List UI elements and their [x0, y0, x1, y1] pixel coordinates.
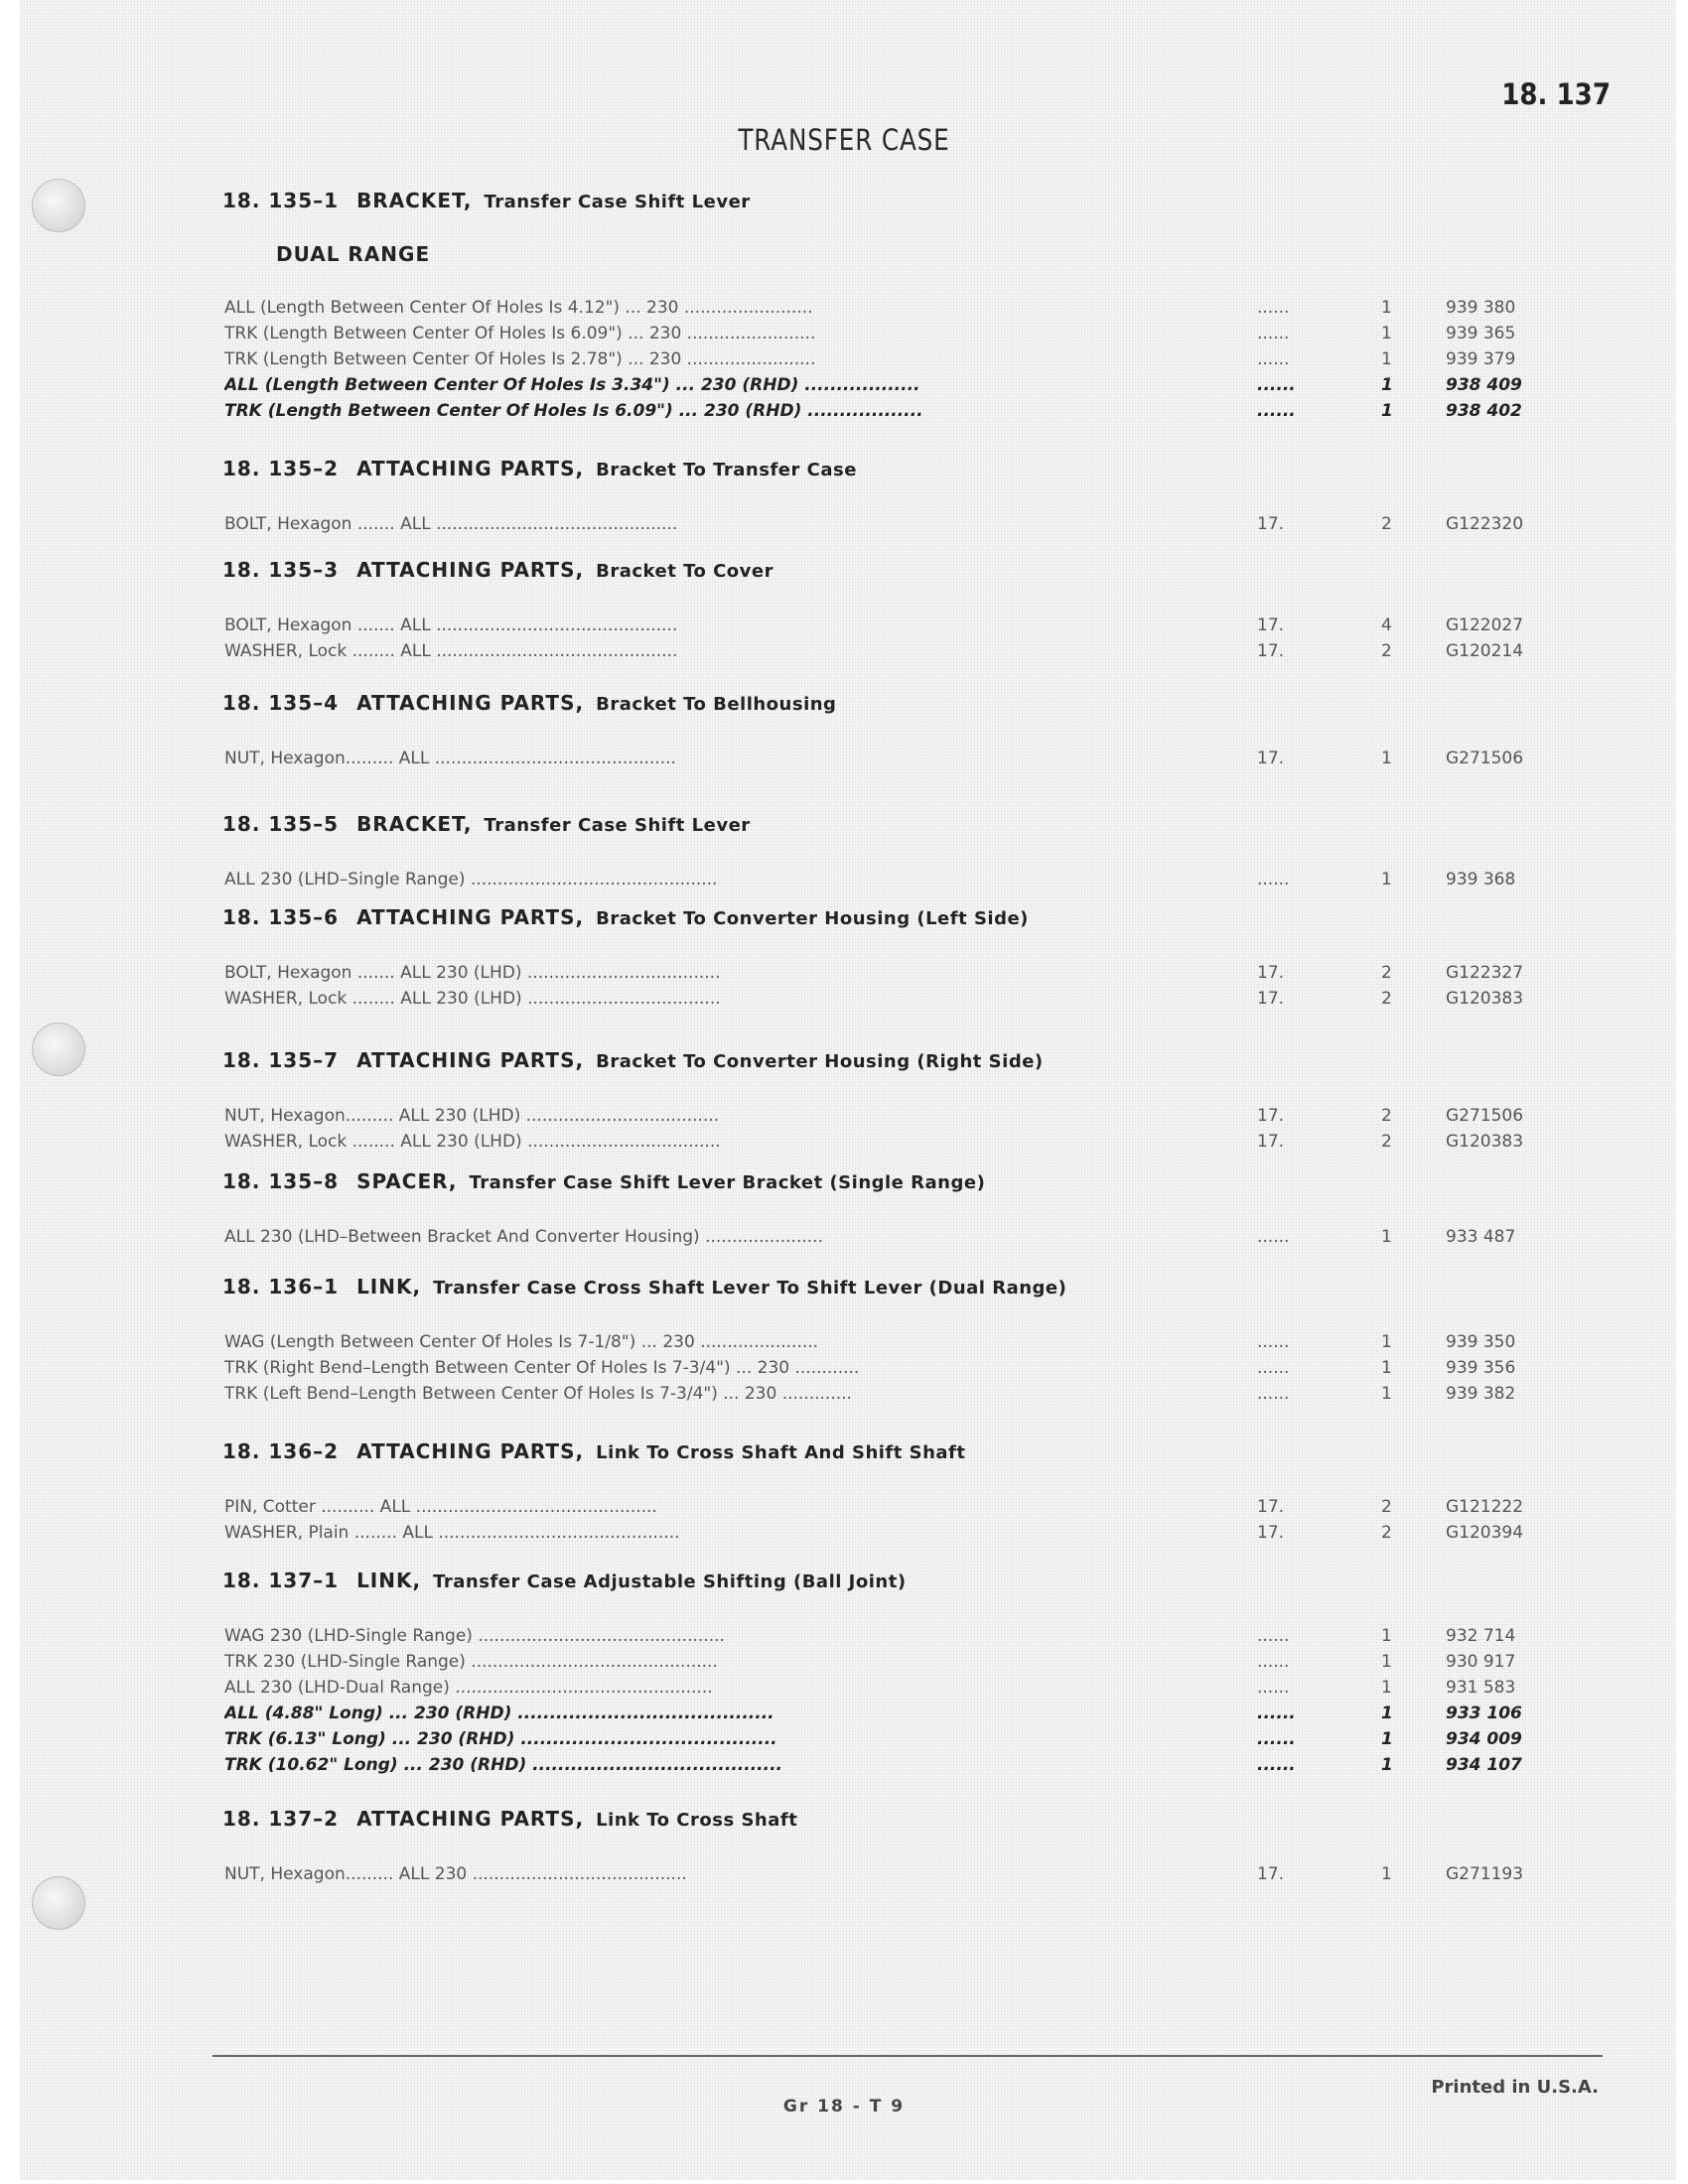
part-code: ...... [1257, 401, 1296, 421]
part-quantity: 1 [1381, 1626, 1392, 1646]
part-code: ...... [1257, 1358, 1290, 1378]
section-description: Bracket To Bellhousing [596, 694, 837, 715]
part-row [224, 514, 1535, 538]
part-row [224, 1132, 1535, 1156]
part-quantity: 1 [1381, 1678, 1392, 1698]
part-description: TRK (Length Between Center Of Holes Is 6.09") ... 230 ........................ [224, 324, 816, 343]
part-row [224, 1755, 1535, 1779]
part-quantity: 1 [1381, 1384, 1392, 1404]
part-description: WASHER, Plain ........ ALL ............................................. [224, 1523, 680, 1543]
section-number: 18. 135–1 [222, 189, 340, 212]
part-number: G122327 [1446, 963, 1524, 983]
section-description: Link To Cross Shaft And Shift Shaft [596, 1442, 966, 1463]
section-title: ATTACHING PARTS, [356, 457, 585, 480]
section-number: 18. 137–1 [222, 1569, 340, 1592]
part-description: ALL (Length Between Center Of Holes Is 4.12") ... 230 ........................ [224, 298, 813, 318]
part-description: ALL (Length Between Center Of Holes Is 3.34") ... 230 (RHD) .................. [224, 375, 920, 395]
part-description: WASHER, Lock ........ ALL 230 (LHD) .................................... [224, 989, 721, 1009]
part-number: G120214 [1446, 641, 1524, 661]
part-code: 17. [1257, 1523, 1285, 1543]
section-description: Transfer Case Shift Lever Bracket (Single Range) [469, 1172, 986, 1193]
part-description: NUT, Hexagon......... ALL ............................................. [224, 749, 676, 768]
section-description: Bracket To Converter Housing (Right Side) [596, 1051, 1044, 1072]
part-row [224, 1227, 1535, 1251]
part-description: TRK (Length Between Center Of Holes Is 2.78") ... 230 ........................ [224, 349, 816, 369]
part-description: PIN, Cotter .......... ALL ............................................. [224, 1497, 657, 1517]
part-quantity: 4 [1381, 615, 1392, 635]
part-quantity: 1 [1381, 1227, 1392, 1247]
part-row [224, 615, 1535, 639]
part-quantity: 1 [1381, 401, 1393, 421]
binder-hole [32, 179, 85, 232]
part-number: 938 402 [1446, 401, 1522, 421]
part-code: 17. [1257, 641, 1285, 661]
part-quantity: 1 [1381, 1755, 1393, 1775]
part-quantity: 2 [1381, 1523, 1392, 1543]
part-number: G120383 [1446, 989, 1524, 1009]
section-title: BRACKET, [356, 189, 473, 212]
part-number: G121222 [1446, 1497, 1524, 1517]
part-number: 939 365 [1446, 324, 1516, 343]
part-row [224, 1864, 1535, 1888]
part-row [224, 1358, 1535, 1382]
section-heading [222, 457, 857, 480]
part-number: G271193 [1446, 1864, 1524, 1884]
part-number: 931 583 [1446, 1678, 1516, 1698]
part-description: ALL (4.88" Long) ... 230 (RHD) ........................................ [224, 1704, 774, 1723]
part-quantity: 1 [1381, 349, 1392, 369]
part-code: ...... [1257, 324, 1290, 343]
part-quantity: 2 [1381, 963, 1392, 983]
part-quantity: 1 [1381, 1864, 1392, 1884]
part-number: 934 107 [1446, 1755, 1522, 1775]
section-heading [222, 558, 774, 582]
section-description: Link To Cross Shaft [596, 1810, 798, 1831]
part-number: 939 379 [1446, 349, 1516, 369]
part-code: ...... [1257, 870, 1290, 889]
section-heading [222, 812, 751, 836]
part-code: ...... [1257, 1626, 1290, 1646]
part-description: NUT, Hexagon......... ALL 230 (LHD) .................................... [224, 1106, 720, 1126]
part-row [224, 1704, 1535, 1727]
part-quantity: 1 [1381, 324, 1392, 343]
part-row [224, 1652, 1535, 1676]
section-title: SPACER, [356, 1169, 458, 1193]
section-heading [222, 691, 836, 715]
part-code: ...... [1257, 1755, 1296, 1775]
section-subheading: DUAL RANGE [276, 242, 431, 266]
part-number: G120383 [1446, 1132, 1524, 1152]
part-code: 17. [1257, 989, 1285, 1009]
part-number: G120394 [1446, 1523, 1524, 1543]
part-number: 939 380 [1446, 298, 1516, 318]
part-number: G122027 [1446, 615, 1524, 635]
part-row [224, 349, 1535, 373]
section-title: ATTACHING PARTS, [356, 1048, 585, 1072]
part-code: 17. [1257, 963, 1285, 983]
part-code: ...... [1257, 1227, 1290, 1247]
section-number: 18. 136–1 [222, 1275, 340, 1298]
part-number: 938 409 [1446, 375, 1522, 395]
part-number: G271506 [1446, 749, 1524, 768]
section-number: 18. 135–5 [222, 812, 340, 836]
part-quantity: 1 [1381, 1358, 1392, 1378]
part-quantity: 2 [1381, 514, 1392, 534]
part-quantity: 2 [1381, 1132, 1392, 1152]
part-code: ...... [1257, 298, 1290, 318]
section-heading [222, 1275, 1066, 1298]
section-heading [222, 189, 751, 212]
part-row [224, 1332, 1535, 1356]
section-description: Transfer Case Cross Shaft Lever To Shift Lever (Dual Range) [433, 1278, 1067, 1298]
part-description: WAG (Length Between Center Of Holes Is 7-1/8") ... 230 ...................... [224, 1332, 819, 1352]
section-title: ATTACHING PARTS, [356, 691, 585, 715]
part-row [224, 1626, 1535, 1650]
part-description: TRK (Left Bend–Length Between Center Of Holes Is 7-3/4") ... 230 ............. [224, 1384, 852, 1404]
part-code: 17. [1257, 514, 1285, 534]
part-description: TRK (6.13" Long) ... 230 (RHD) ........................................ [224, 1729, 777, 1749]
section-heading [222, 905, 1029, 929]
section-description: Bracket To Cover [596, 561, 774, 582]
part-description: BOLT, Hexagon ....... ALL ............................................. [224, 615, 678, 635]
section-title: ATTACHING PARTS, [356, 1807, 585, 1831]
footer-page-ref: Gr 18 - T 9 [782, 2097, 906, 2116]
part-number: G122320 [1446, 514, 1524, 534]
part-number: 932 714 [1446, 1626, 1516, 1646]
part-code: ...... [1257, 1652, 1290, 1672]
section-number: 18. 135–2 [222, 457, 340, 480]
part-code: ...... [1257, 349, 1290, 369]
section-heading [222, 1569, 907, 1592]
part-description: WASHER, Lock ........ ALL 230 (LHD) .................................... [224, 1132, 721, 1152]
section-description: Transfer Case Shift Lever [484, 192, 751, 212]
part-description: BOLT, Hexagon ....... ALL 230 (LHD) .................................... [224, 963, 721, 983]
part-code: 17. [1257, 749, 1285, 768]
section-number: 18. 135–4 [222, 691, 340, 715]
part-row [224, 1497, 1535, 1521]
section-heading [222, 1807, 797, 1831]
part-row [224, 1384, 1535, 1408]
part-row [224, 298, 1535, 322]
part-code: ...... [1257, 1729, 1296, 1749]
part-description: TRK (10.62" Long) ... 230 (RHD) ....................................... [224, 1755, 783, 1775]
part-row [224, 324, 1535, 347]
section-heading [222, 1048, 1044, 1072]
part-description: ALL 230 (LHD-Dual Range) ................................................ [224, 1678, 713, 1698]
part-row [224, 870, 1535, 893]
part-quantity: 1 [1381, 1729, 1393, 1749]
part-quantity: 2 [1381, 1106, 1392, 1126]
part-row [224, 1678, 1535, 1702]
part-description: TRK (Right Bend–Length Between Center Of Holes Is 7-3/4") ... 230 ............ [224, 1358, 860, 1378]
part-code: ...... [1257, 1678, 1290, 1698]
part-quantity: 1 [1381, 375, 1393, 395]
part-quantity: 1 [1381, 1332, 1392, 1352]
part-code: ...... [1257, 1332, 1290, 1352]
part-row [224, 1106, 1535, 1130]
part-code: ...... [1257, 1384, 1290, 1404]
part-code: 17. [1257, 615, 1285, 635]
part-description: NUT, Hexagon......... ALL 230 ........................................ [224, 1864, 687, 1884]
section-title: LINK, [356, 1569, 422, 1592]
section-title: ATTACHING PARTS, [356, 905, 585, 929]
part-number: 939 368 [1446, 870, 1516, 889]
part-code: 17. [1257, 1497, 1285, 1517]
part-number: 939 356 [1446, 1358, 1516, 1378]
part-quantity: 1 [1381, 1704, 1393, 1723]
part-number: 939 350 [1446, 1332, 1516, 1352]
part-number: 939 382 [1446, 1384, 1516, 1404]
part-number: 933 487 [1446, 1227, 1516, 1247]
part-quantity: 2 [1381, 989, 1392, 1009]
binder-hole [32, 1023, 85, 1076]
part-description: TRK 230 (LHD-Single Range) .............................................. [224, 1652, 718, 1672]
part-row [224, 963, 1535, 987]
part-quantity: 1 [1381, 1652, 1392, 1672]
part-number: 933 106 [1446, 1704, 1522, 1723]
part-description: WAG 230 (LHD-Single Range) .............................................. [224, 1626, 725, 1646]
section-number: 18. 135–6 [222, 905, 340, 929]
part-row [224, 1729, 1535, 1753]
part-row [224, 1523, 1535, 1547]
part-quantity: 2 [1381, 641, 1392, 661]
section-number: 18. 135–3 [222, 558, 340, 582]
part-description: ALL 230 (LHD–Between Bracket And Converter Housing) ...................... [224, 1227, 823, 1247]
part-code: ...... [1257, 375, 1296, 395]
page-title: TRANSFER CASE [738, 123, 950, 157]
section-heading [222, 1169, 985, 1193]
footer-rule [212, 2055, 1603, 2057]
part-description: TRK (Length Between Center Of Holes Is 6.09") ... 230 (RHD) .................. [224, 401, 923, 421]
section-description: Bracket To Converter Housing (Left Side) [596, 908, 1029, 929]
section-title: ATTACHING PARTS, [356, 1439, 585, 1463]
section-number: 18. 135–8 [222, 1169, 340, 1193]
page-number: 18. 137 [1501, 77, 1611, 111]
section-number: 18. 136–2 [222, 1439, 340, 1463]
part-row [224, 641, 1535, 665]
section-number: 18. 135–7 [222, 1048, 340, 1072]
printed-note: Printed in U.S.A. [1431, 2077, 1599, 2098]
part-code: 17. [1257, 1132, 1285, 1152]
section-heading [222, 1439, 966, 1463]
section-number: 18. 137–2 [222, 1807, 340, 1831]
part-quantity: 1 [1381, 749, 1392, 768]
part-row [224, 989, 1535, 1013]
part-number: G271506 [1446, 1106, 1524, 1126]
binder-hole [32, 1876, 85, 1930]
part-quantity: 2 [1381, 1497, 1392, 1517]
section-title: ATTACHING PARTS, [356, 558, 585, 582]
part-description: ALL 230 (LHD–Single Range) .............................................. [224, 870, 718, 889]
part-quantity: 1 [1381, 298, 1392, 318]
part-number: 930 917 [1446, 1652, 1516, 1672]
section-title: BRACKET, [356, 812, 473, 836]
part-description: WASHER, Lock ........ ALL ............................................. [224, 641, 678, 661]
part-row [224, 749, 1535, 772]
section-title: LINK, [356, 1275, 422, 1298]
part-code: ...... [1257, 1704, 1296, 1723]
part-quantity: 1 [1381, 870, 1392, 889]
section-description: Transfer Case Shift Lever [484, 815, 751, 836]
part-row [224, 401, 1535, 425]
part-code: 17. [1257, 1864, 1285, 1884]
part-code: 17. [1257, 1106, 1285, 1126]
section-description: Bracket To Transfer Case [596, 460, 857, 480]
part-row [224, 375, 1535, 399]
section-description: Transfer Case Adjustable Shifting (Ball Joint) [433, 1571, 907, 1592]
part-number: 934 009 [1446, 1729, 1522, 1749]
part-description: BOLT, Hexagon ....... ALL ............................................. [224, 514, 678, 534]
